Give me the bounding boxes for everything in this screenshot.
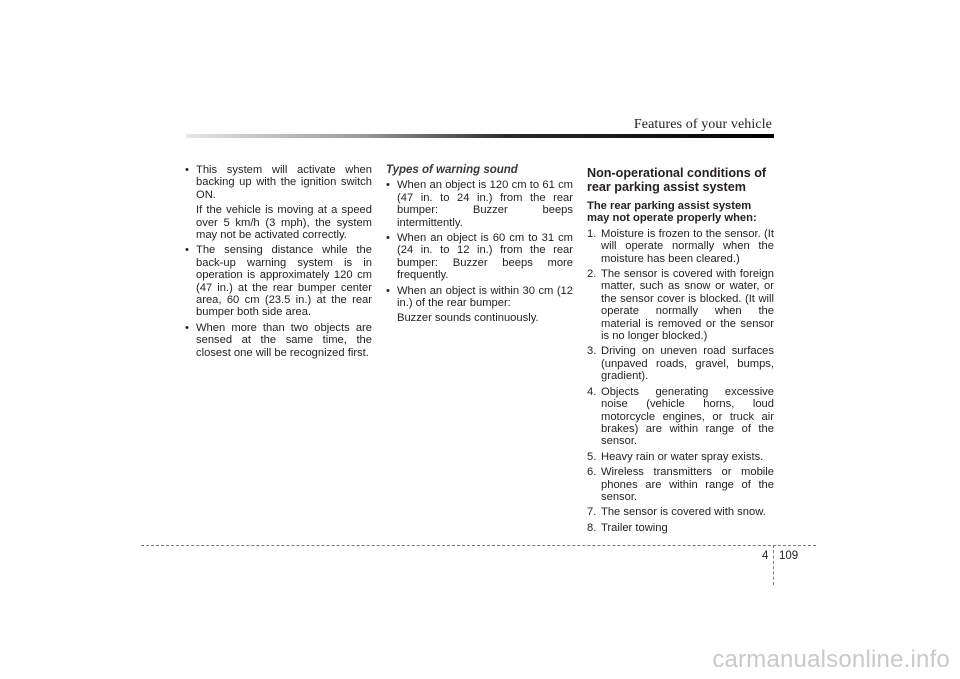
- item-text: Driving on uneven road surfaces (unpaved roads, gravel, bumps, gradient).: [601, 345, 774, 383]
- section-intro: The rear parking assist system may not operate properly when:: [587, 200, 757, 225]
- bullet-icon: •: [185, 244, 189, 257]
- numbered-item: [587, 345, 774, 382]
- numbered-item: [587, 451, 774, 463]
- page-header-title: Features of your vehicle: [633, 117, 772, 132]
- bullet-text: This system will activate when backing up with the ignition switch ON.: [196, 164, 372, 201]
- numbered-item: [587, 268, 774, 342]
- item-text: Trailer towing: [601, 521, 668, 534]
- bullet-text: When an object is 60 cm to 31 cm (24 in. to 12 in.) from the rear bumper: Buzzer beeps more frequently.: [397, 232, 573, 282]
- bullet-icon: •: [386, 179, 390, 192]
- header-divider: [186, 134, 774, 138]
- watermark: carmanualsonline.info: [712, 646, 950, 673]
- numbered-item: [587, 522, 774, 534]
- item-text: Wireless transmitters or mobile phones are within range of the sensor.: [601, 466, 774, 503]
- item-number: 2.: [587, 268, 597, 281]
- bullet-text: When more than two objects are sensed at the same time, the closest one will be recognized first.: [196, 321, 372, 359]
- item-text: Heavy rain or water spray exists.: [601, 450, 764, 463]
- footer-page-separator: [773, 545, 774, 585]
- bullet-text: When an object is 120 cm to 61 cm (47 in. to 24 in.) from the rear bumper: Buzzer beeps intermittently.: [397, 179, 573, 229]
- numbered-item: [587, 386, 774, 448]
- item-number: 6.: [587, 466, 597, 479]
- list-item: [386, 179, 573, 229]
- bullet-icon: •: [386, 232, 390, 245]
- item-number: 7.: [587, 506, 597, 519]
- numbered-item: [587, 228, 774, 265]
- section-number: 4: [762, 550, 769, 562]
- bullet-text: When an object is within 30 cm (12 in.) of the rear bumper:: [397, 284, 573, 310]
- column-3: [587, 164, 774, 537]
- item-text: Objects generating excessive noise (vehicle horns, loud motorcycle engines, or truck air brakes) are within range of the sensor.: [601, 385, 774, 448]
- list-item: [185, 244, 372, 318]
- page-number: 109: [779, 550, 799, 562]
- paragraph: If the vehicle is moving at a speed over 5 km/h (3 mph), the system may not be activated correctly.: [196, 204, 372, 242]
- bullet-icon: •: [185, 164, 189, 176]
- paragraph: Buzzer sounds continuously.: [397, 312, 539, 325]
- column-1: [185, 164, 372, 362]
- numbered-item: [587, 466, 774, 503]
- list-item: [386, 285, 573, 310]
- list-item: [185, 164, 372, 201]
- list-item: [185, 322, 372, 359]
- bullet-icon: •: [185, 321, 189, 334]
- item-text: Moisture is frozen to the sensor. (It will operate normally when the moisture has been cleared.): [601, 227, 774, 265]
- bullet-icon: •: [386, 284, 390, 297]
- item-number: 3.: [587, 345, 597, 358]
- bullet-text: The sensing distance while the back-up warning system is in operation is approximately 120 cm (47 in.) at the rear bumper center area, 60 cm (23.5 in.) at the rear bumper both side area.: [196, 244, 372, 319]
- column-2: [386, 164, 573, 328]
- item-number: 1.: [587, 227, 597, 240]
- numbered-item: [587, 506, 774, 518]
- item-text: The sensor is covered with snow.: [601, 506, 766, 519]
- footer-divider: [141, 545, 816, 546]
- section-heading: Non-operational conditions of rear parking assist system: [587, 166, 767, 194]
- item-number: 5.: [587, 450, 597, 463]
- item-number: 8.: [587, 521, 597, 534]
- list-item: [386, 232, 573, 282]
- item-number: 4.: [587, 385, 597, 398]
- subheading: Types of warning sound: [386, 164, 518, 176]
- item-text: The sensor is covered with foreign matter, such as snow or water, or the sensor cover is blocked. (It will operate normally when the material is removed or the sensor is no longer blocked.): [601, 268, 774, 343]
